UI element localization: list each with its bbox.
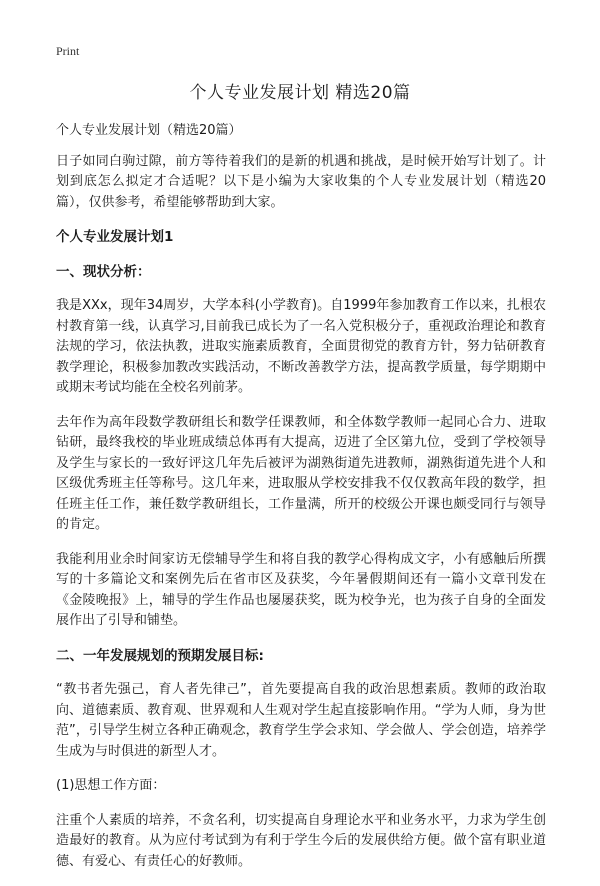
print-link[interactable]: Print — [56, 44, 80, 58]
paragraph-4: “教书者先强己，育人者先律己”，首先要提高自我的政治思想素质。教师的政治取向、道德素质、教育观、世界观和人生观对学生起直接影响作用。“学为人师，身为世范”，引导学生树立各种正确观念，教育学生学会求知、学会做人、学会创造，培养学生成为与时俱进的新型人才。 — [56, 682, 546, 759]
paragraph-3: 我能利用业余时间家访无偿辅导学生和将自我的教学心得构成文字，小有感触后所撰写的十多篇论文和案例先后在省市区及获奖，今年暑假期间还有一篇小文章刊发在《金陵晚报》上，辅导的学生作品也屡屡获奖，既为校争光，也为孩子自身的全面发展作出了引导和铺垫。 — [56, 551, 546, 628]
subsection-1-heading: (1)思想工作方面： — [56, 778, 166, 793]
document-subtitle: 个人专业发展计划（精选20篇） — [56, 123, 242, 138]
page-title: 个人专业发展计划 精选20篇 — [189, 83, 411, 103]
intro-paragraph: 日子如同白驹过隙，前方等待着我们的是新的机遇和挑战，是时候开始写计划了。计划到底怎么拟定才合适呢？以下是小编为大家收集的个人专业发展计划（精选20篇），仅供参考，希望能够帮助到大家。 — [56, 153, 546, 210]
paragraph-1: 我是XXx，现年34周岁，大学本科(小学教育)。自1999年参加教育工作以来，扎根农村教育第一线，认真学习,目前我已成长为了一名入党积极分子，重视政治理论和教育法规的学习，依法执教，进取实施素质教育，全面贯彻党的教育方针，努力钻研教育教学理论，积极参加教改实践活动，不断改善教学方法，提高教学质量，每学期期中或期末考试均能在全校名列前茅。 — [56, 298, 546, 395]
plan-1-heading: 个人专业发展计划1 — [56, 229, 174, 245]
paragraph-2: 去年作为高年段数学教研组长和数学任课教师，和全体数学教师一起同心合力、进取钻研，最终我校的毕业班成绩总体再有大提高，迈进了全区第九位，受到了学校领导及学生与家长的一致好评这几年先后被评为湖熟街道先进教师，湖熟街道先进个人和区级优秀班主任等称号。这几年来，进取服从学校安排我不仅仅教高年段的数学，担任班主任工作，兼任数学教研组长，工作量满，所开的校级公开课也颇受同行与领导的肯定。 — [56, 414, 546, 532]
section-2-heading: 二、一年发展规划的预期发展目标: — [56, 647, 264, 664]
paragraph-5: 注重个人素质的培养，不贪名利，切实提高自身理论水平和业务水平，力求为学生创造最好的教育。从为应付考试到为有利于学生今后的发展供给方便。做个富有职业道德、有爱心、有责任心的好教师。 — [56, 812, 546, 869]
section-1-heading: 一、现状分析： — [56, 263, 151, 280]
document-body — [56, 121, 546, 886]
